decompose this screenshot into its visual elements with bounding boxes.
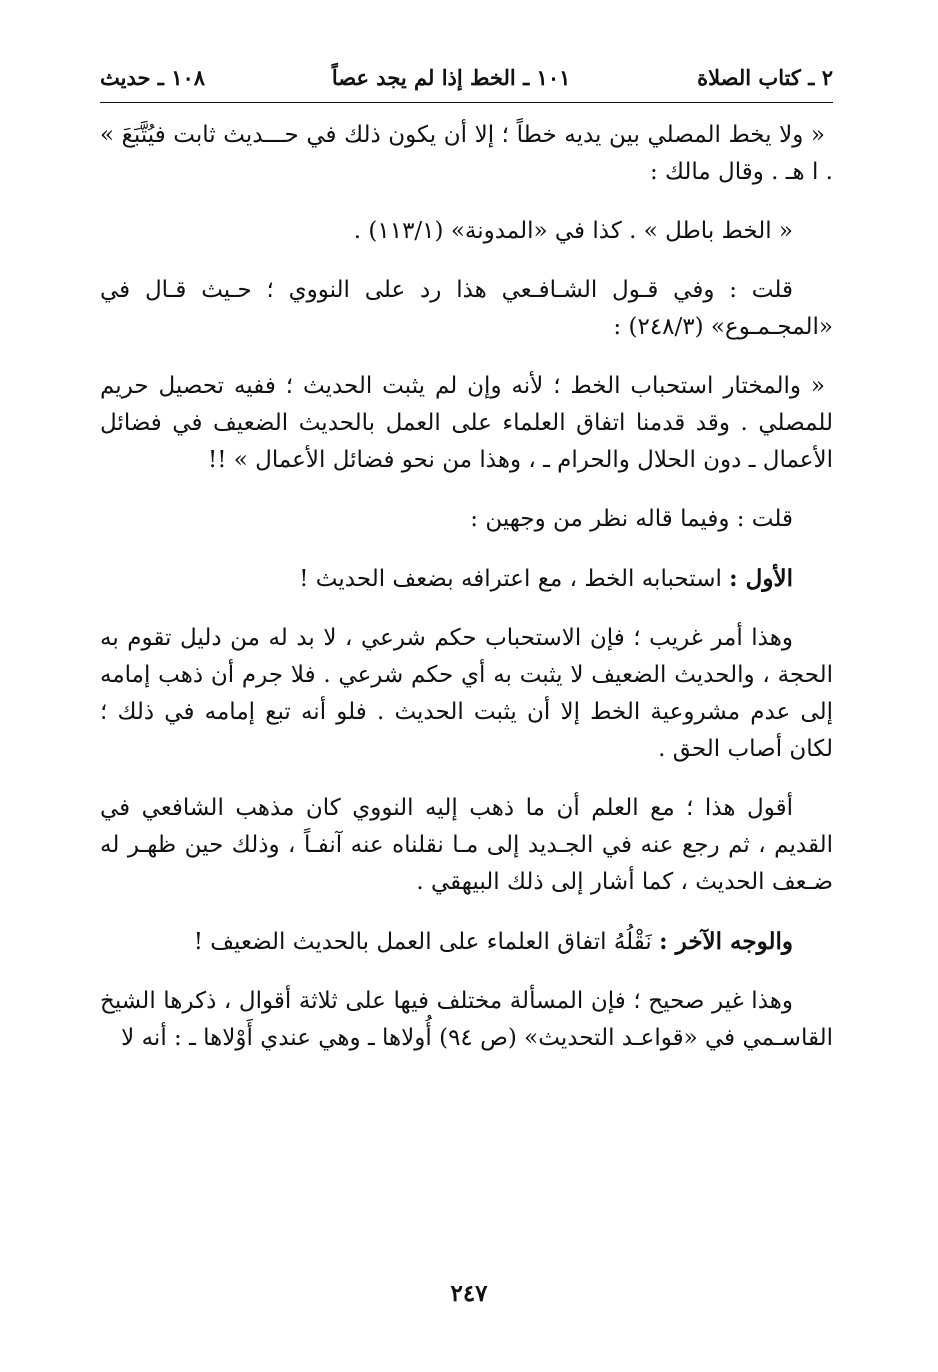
header-section: ١٠١ ـ الخط إذا لم يجد عصاً xyxy=(331,65,571,90)
header-chapter: ٢ ـ كتاب الصلاة xyxy=(697,65,833,90)
paragraph-two-aspects: قلت : وفيما قاله نظر من وجهين : xyxy=(470,506,793,532)
second-aspect-lead: والوجه الآخر : xyxy=(659,928,793,955)
page-body xyxy=(100,117,833,1057)
paragraph-first-aspect: الأول : استحبابه الخط ، مع اعترافه بضعف الحديث ! xyxy=(299,565,793,592)
running-header xyxy=(100,60,833,96)
book-page xyxy=(100,60,833,1079)
paragraph-reply-nawawi: قلت : وفي قـول الشـافـعي هذا رد على النووي ؛ حـيث قـال في «المجـمـوع» (٢٤٨/٣) : xyxy=(100,277,833,340)
first-aspect-lead: الأول : xyxy=(729,565,793,592)
header-hadith: ١٠٨ ـ حديث xyxy=(100,65,206,90)
paragraph-strange-matter: وهذا أمر غريب ؛ فإن الاستحباب حكم شرعي ، لا بد له من دليل تقوم به الحجة ، والحديث الضعيف لا يثبت به أي حكم شرعي . فلا جرم أن ذهب إمامه إلى عدم مشروعية الخط إلا أن يثبت الحديث . فلو أنه تبع إمامه في ذلك ؛ لكان أصاب الحق . xyxy=(100,625,833,762)
header-rule xyxy=(100,102,833,103)
paragraph-old-opinion: أقول هذا ؛ مع العلم أن ما ذهب إليه النووي كان مذهب الشافعي في القديم ، ثم رجع عنه في الجـديد إلى مـا نقلناه عنه آنفـاً ، وذلك حين ظهـر له ضـعف الحديث ، كما أشار إلى ذلك البيهقي . xyxy=(100,795,833,895)
paragraph-majmu-quote: « والمختار استحباب الخط ؛ لأنه وإن لم يثبت الحديث ؛ ففيه تحصيل حريم للمصلي . وقد قدمنا اتفاق العلماء على العمل بالحديث الضعيف في فضائل الأعمال ـ دون الحلال والحرام ـ ، وهذا من نحو فضائل الأعمال » !! xyxy=(100,373,833,473)
paragraph-malik-quote: « الخط باطل » . كذا في «المدونة» (١١٣/١) . xyxy=(353,218,793,244)
paragraph-three-opinions: وهذا غير صحيح ؛ فإن المسألة مختلف فيها على ثلاثة أقوال ، ذكرها الشيخ القاسـمي في «قواعـد التحديث» (ص ٩٤) أُولاها ـ وهي عندي أَوْلاها ـ : أنه لا xyxy=(100,988,833,1051)
page-number: ٢٤٧ xyxy=(450,1280,488,1307)
paragraph-second-aspect: والوجه الآخر : نَقْلُهُ اتفاق العلماء على العمل بالحديث الضعيف ! xyxy=(193,928,793,955)
paragraph-shafii-quote: « ولا يخط المصلي بين يديه خطاً ؛ إلا أن يكون ذلك في حـــديث ثابت فيُتَّبَعَ » . ا هـ . وقال مالك : xyxy=(100,122,833,185)
